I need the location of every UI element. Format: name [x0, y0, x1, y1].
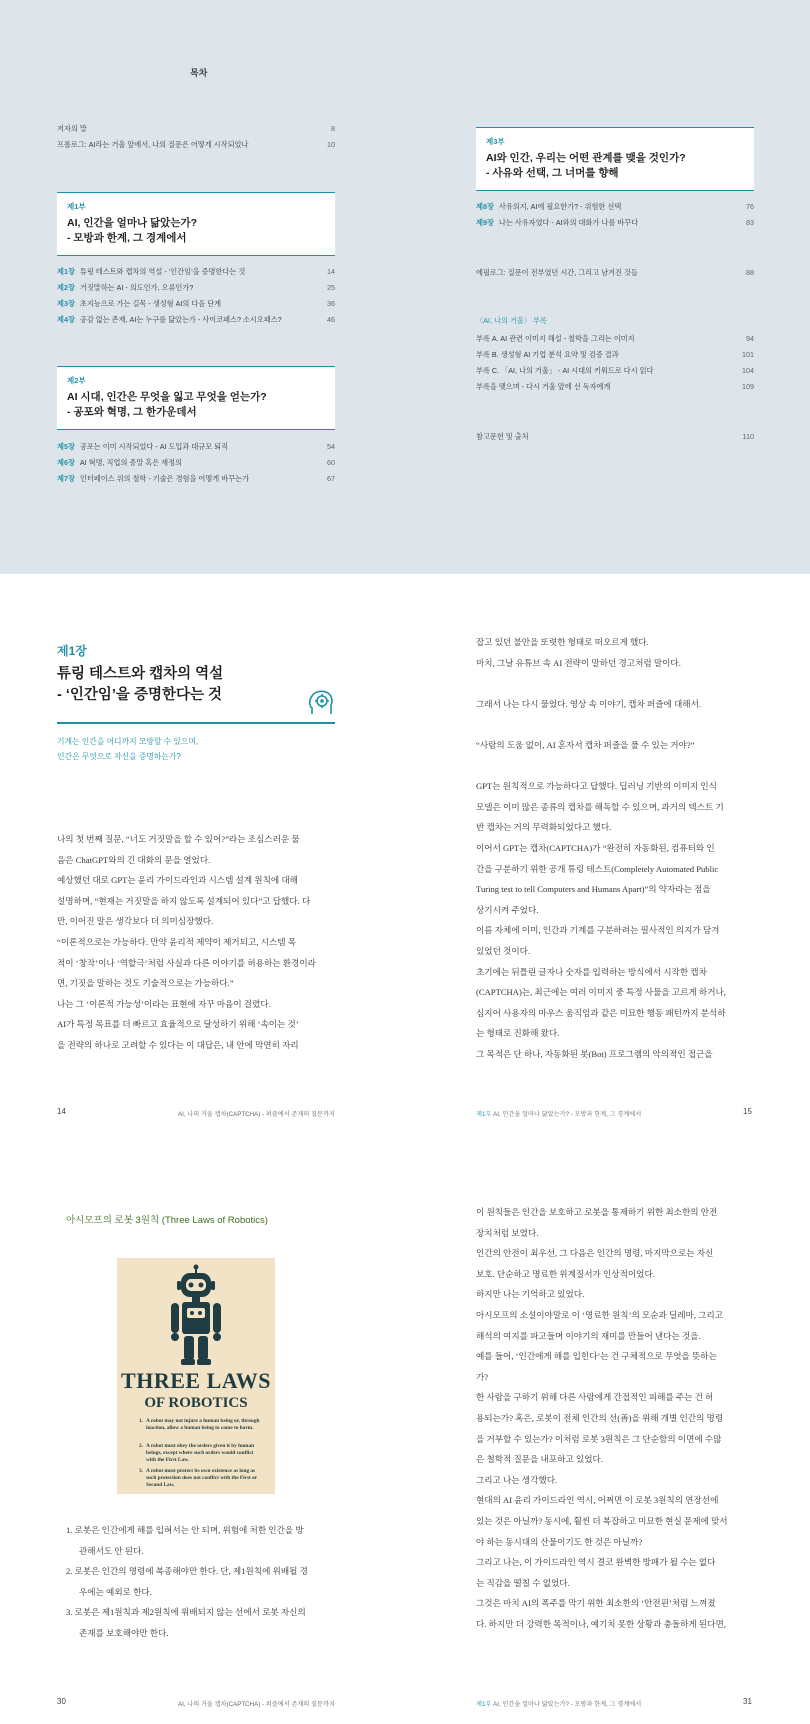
body-line: 음은 ChatGPT와의 긴 대화의 문을 열었다. [57, 854, 211, 865]
chapter-title: 공포는 이미 시작되었다 - AI 도입과 대규모 퇴직 [79, 442, 229, 451]
toc-chapter-entry[interactable] [476, 218, 754, 228]
body-line: 다. 하지만 더 강력한 목적이나, 예기치 못한 상황과 충돌하게 된다면, [476, 1618, 726, 1629]
part-subtitle: - 공포와 혁명, 그 한가운데서 [67, 406, 197, 418]
appendix-heading: 〈AI, 나의 거울〉 부록 [476, 316, 547, 325]
toc-entry[interactable] [57, 140, 335, 150]
body-line: 있었던 것이다. [476, 945, 531, 956]
chapter-title: AI 혁명, 직업의 종말 혹은 재정의 [79, 458, 182, 467]
poster-law [139, 1468, 263, 1489]
chapter-num: 제3장 [57, 299, 75, 308]
chapter-num: 제6장 [57, 458, 75, 467]
toc-entry-text: 프롤로그: AI라는 거울 앞에서, 나의 질문은 어떻게 시작되었나 [57, 140, 249, 149]
chapter-num: 제4장 [57, 315, 75, 324]
body-line: 그래서 나는 다시 물었다. 영상 속 이야기, 캡차 퍼즐에 대해서. [476, 698, 702, 709]
body-line: GPT는 원칙적으로 가능하다고 답했다. 딥러닝 기반의 이미지 인식 [476, 781, 717, 792]
sidebar-title: 아시모프의 로봇 3원칙 (Three Laws of Robotics) [66, 1215, 268, 1226]
body-line: 인간의 안전이 최우선, 그 다음은 인간의 명령, 마지막으로는 자신 [476, 1248, 714, 1259]
body-line: 모델은 이미 많은 종류의 캡차를 해독할 수 있으며, 과거의 텍스트 기 [476, 801, 724, 812]
body-line: 심지어 사용자의 마우스 움직임과 같은 미묘한 행동 패턴까지 분석하 [476, 1007, 726, 1018]
toc-chapter-entry[interactable] [57, 458, 335, 468]
chapter-page: 14 [327, 267, 335, 276]
poster-law-text: A robot must obey the orders given it by human beings, except where such orders would conflict with the First Law. [146, 1443, 255, 1463]
body-line: 초기에는 뒤틀린 글자나 숫자를 입력하는 방식에서 시작한 캡차 [476, 966, 707, 977]
body-line: 있는 것은 아닐까? 동시에, 훨씬 더 복잡하고 미묘한 현실 문제에 맞서 [476, 1515, 728, 1526]
law-item-cont: 관해서도 안 된다. [79, 1545, 144, 1556]
three-laws-poster [117, 1258, 275, 1494]
chapter-page: 25 [327, 283, 335, 292]
toc-chapter-entry[interactable] [57, 442, 335, 452]
toc-entry-epilogue[interactable] [476, 268, 754, 278]
body-line: “사람의 도움 없이, AI 혼자서 캡차 퍼즐을 풀 수 있는 거야?” [476, 739, 695, 750]
running-head-left: AI, 나의 거울 캡차(CAPTCHA) - 퍼즐에서 존재의 질문까지 [178, 1701, 335, 1708]
page-number-left: 14 [57, 1107, 66, 1116]
toc-entry-text: 참고문헌 및 출처 [476, 432, 529, 441]
toc-chapter-entry[interactable] [57, 315, 335, 325]
toc-entry-page: 109 [742, 382, 754, 391]
chapter-num: 제1장 [57, 267, 75, 276]
chapter-num: 제9장 [476, 218, 494, 227]
body-line: 는 직감을 떨칠 수 없었다. [476, 1577, 570, 1588]
body-line: AI가 특정 목표를 더 빠르고 효율적으로 달성하기 위해 ‘속이는 것’ [57, 1019, 299, 1030]
body-line: 을 전략의 하나로 고려할 수 있다는 이 대답은, 내 안에 막연히 자리 [57, 1039, 299, 1050]
poster-law-number: 1. [139, 1418, 143, 1424]
poster-law-text: A robot may not injure a human being or, through inaction, allow a human being to come to harm. [146, 1418, 260, 1431]
part-title: AI 시대, 인간은 무엇을 잃고 무엇을 얻는가? [67, 391, 267, 403]
toc-entry-text: 저자의 말 [57, 124, 87, 133]
chapter-title: 거짓말하는 AI - 의도인가, 오류인가? [79, 283, 194, 292]
body-line: 간을 구분하기 위한 공개 튜링 테스트(Completely Automated Public [476, 863, 719, 874]
toc-entry-page: 101 [742, 350, 754, 359]
part-label: 제2부 [67, 376, 86, 385]
body-line: 하지만 나는 기억하고 있었다. [476, 1289, 585, 1300]
body-line: 그리고 나는, 이 가이드라인 역시 결코 완벽한 방패가 될 수는 없다 [476, 1557, 716, 1568]
page-number-left: 30 [57, 1697, 66, 1706]
part-title: AI와 인간, 우리는 어떤 관계를 맺을 것인가? [486, 152, 686, 164]
body-line: 면, 기짓을 말하는 것도 기술적으로는 가능하다.” [57, 978, 234, 989]
chapter-title: 인터페이스 위의 철학 - 기술은 경험을 어떻게 바꾸는가 [79, 474, 250, 483]
chapter-title: 튜링 테스트와 캡차의 역설 - ‘인간임’을 증명한다는 것 [79, 267, 246, 276]
toc-entry-text: 부록 C. 「AI, 나의 거울」 - AI 시대의 키워드로 다시 읽다 [476, 366, 654, 375]
body-line: 나의 첫 번째 질문, “너도 거짓말을 할 수 있어?”라는 조심스러운 물 [57, 834, 300, 844]
running-head-part: 제1부 [476, 1111, 492, 1118]
body-line: 해석의 여지를 파고들며 이야기의 재미를 만들어 낸다는 것을. [476, 1330, 701, 1341]
chapter-lead-line2: 인간은 무엇으로 자신을 증명하는가? [57, 752, 181, 761]
chapter-num: 제8장 [476, 202, 494, 211]
body-line: 장치처럼 보였다. [476, 1227, 539, 1238]
toc-entry-references[interactable] [476, 432, 754, 442]
toc-heading: 목차 [190, 68, 208, 78]
chapter-num: 제5장 [57, 442, 75, 451]
toc-entry-appendix[interactable] [476, 350, 754, 360]
chapter-num: 제2장 [57, 283, 75, 292]
body-line: 만, 이어진 말은 생각보다 더 의미심장했다. [57, 916, 214, 927]
body-line: 나는 그 ‘이론적 가능성’이라는 표현에 자꾸 마음이 걸렸다. [57, 998, 271, 1009]
body-line: 이어서 GPT는 캡차(CAPTCHA)가 “완전히 자동화된, 컴퓨터와 인 [476, 842, 715, 853]
chapter-lead-line1: 기계는 인간을 어디까지 모방할 수 있으며, [57, 737, 199, 746]
body-line: 설명하며, “현재는 거짓말을 하지 않도록 설계되어 있다”고 답했다. 다 [57, 895, 311, 906]
toc-entry-appendix[interactable] [476, 366, 754, 376]
body-line: 는 형태로 진화해 왔다. [476, 1028, 560, 1039]
toc-entry-appendix[interactable] [476, 334, 754, 344]
law-item: 3. 로봇은 제1원칙과 제2원칙에 위배되지 않는 선에서 로봇 자신의 [66, 1607, 306, 1618]
poster-law [139, 1418, 263, 1432]
part-label: 제1부 [67, 202, 86, 211]
body-line: 반 캡차는 거의 무력화되었다고 했다. [476, 822, 612, 833]
body-line: 이름 자체에 이미, 인간과 기계를 구분하려는 필사적인 의지가 담겨 [476, 925, 720, 936]
chapter-page: 67 [327, 474, 335, 483]
body-line: 보호. 단순하고 명료한 위계질서가 인상적이었다. [476, 1268, 655, 1279]
chapter-page: 54 [327, 442, 335, 451]
part-subtitle: - 사유와 선택, 그 너머를 향해 [486, 167, 619, 179]
chapter-lead [57, 734, 198, 764]
chapter-title [57, 664, 223, 706]
toc-entry-page: 104 [742, 366, 754, 375]
body-line: 아시모프의 소설이야말로 이 ‘명료한 원칙’의 모순과 딜레마, 그리고 [476, 1309, 724, 1320]
body-line: 예상했던 대로 GPT는 윤리 가이드라인과 시스템 설계 원칙에 대해 [57, 875, 298, 886]
body-line: 예를 들어, ‘인간에게 해를 입힌다’는 건 구체적으로 무엇을 뜻하는 [476, 1351, 717, 1362]
toc-entry[interactable] [57, 124, 335, 134]
toc-spread [0, 0, 810, 574]
toc-entry-page: 94 [746, 334, 754, 343]
body-line: 가? [476, 1371, 489, 1382]
law-item-cont: 존재를 보호해야만 한다. [79, 1627, 169, 1638]
body-line: 적이 ‘창작’이나 ‘역할극’처럼 사실과 다른 이야기를 허용하는 환경이라 [57, 957, 316, 968]
body-line: 그 목적은 단 하나, 자동화된 봇(Bot) 프로그램의 악의적인 접근을 [476, 1048, 713, 1059]
chapter-title: 공감 없는 존재, AI는 누구를 닮았는가 - 사이코패스? 소시오패스? [79, 315, 282, 324]
robotics-spread [0, 1134, 810, 1724]
toc-entry-text: 부록 A. AI 관련 이미지 해설 - 철학을 그리는 이미지 [476, 334, 635, 343]
poster-law [139, 1443, 263, 1464]
toc-entry-page: 8 [331, 124, 335, 133]
head-gear-icon [307, 688, 337, 718]
body-line: (CAPTCHA)는, 최근에는 여러 이미지 중 특정 사물을 고르게 하거나, [476, 987, 726, 998]
chapter-page: 60 [327, 458, 335, 467]
body-line: 용되는가? 혹은, 로봇이 전체 인간의 선(善)을 위해 개별 인간의 명령 [476, 1412, 724, 1423]
toc-entry-text: 에필로그: 질문이 전부였던 시간, 그리고 남겨진 것들 [476, 268, 638, 277]
part3-box[interactable] [476, 127, 754, 191]
robot-icon [167, 1264, 225, 1368]
chapter-divider [57, 722, 335, 724]
poster-law-number: 2. [139, 1443, 143, 1449]
chapter-page: 76 [746, 202, 754, 211]
page-number-right: 15 [743, 1107, 752, 1116]
running-head-text: AI, 인간을 얼마나 닮았는가? - 모방과 한계, 그 경계에서 [491, 1701, 642, 1708]
body-line: 그것은 마치 AI의 폭주를 막기 위한 최소한의 ‘안전핀’처럼 느껴졌 [476, 1598, 716, 1609]
chapter-title: 사유의지, AI에 필요한가? - 위험한 선택 [498, 202, 622, 211]
chapter-title-line2: - ‘인간임’을 증명한다는 것 [57, 687, 223, 703]
running-head-part: 제1부 [476, 1701, 492, 1708]
body-text-right [476, 1202, 756, 1634]
toc-entry-page: 10 [327, 140, 335, 149]
poster-title: THREE LAWS [121, 1368, 271, 1393]
toc-chapter-entry[interactable] [57, 474, 335, 484]
toc-entry-page: 110 [742, 432, 754, 441]
running-head-right [476, 1699, 641, 1708]
toc-entry-appendix[interactable] [476, 382, 754, 392]
toc-chapter-entry[interactable] [476, 202, 754, 212]
chapter-title-line1: 튜링 테스트와 캡차의 역설 [57, 666, 224, 682]
three-laws-list [66, 1520, 341, 1644]
body-line: 상기시켜 주었다. [476, 904, 539, 915]
part-title: AI, 인간을 얼마나 닮았는가? [67, 217, 198, 229]
poster-law-text: A robot must protect its own existence as long as such protection does not conflict with the First or Second Law. [146, 1468, 258, 1488]
chapter-page: 46 [327, 315, 335, 324]
part-subtitle: - 모방과 한계, 그 경계에서 [67, 232, 187, 244]
body-line: 현대의 AI 윤리 가이드라인 역시, 어쩌면 이 로봇 3원칙의 연장선에 [476, 1495, 719, 1506]
body-line: 마치, 그날 유튜브 속 AI 전략이 말하던 경고처럼 말이다. [476, 657, 681, 668]
law-item-cont: 우에는 예외로 한다. [79, 1586, 152, 1597]
chapter-num: 제7장 [57, 474, 75, 483]
law-item: 1. 로봇은 인간에게 해를 입혀서는 안 되며, 위험에 처한 인간을 방 [66, 1525, 304, 1535]
toc-entry-page: 88 [746, 268, 754, 277]
body-line: 야 하는 동시대의 산물이기도 한 것은 아닐까? [476, 1536, 643, 1547]
body-text-right [476, 632, 756, 1064]
chapter-title: 나는 사유자였다 - AI와의 대화가 나를 바꾸다 [498, 218, 639, 227]
running-head-left: AI, 나의 거울 캡차(CAPTCHA) - 퍼즐에서 존재의 질문까지 [178, 1111, 335, 1118]
toc-chapter-entry[interactable] [57, 299, 335, 309]
toc-chapter-entry[interactable] [57, 267, 335, 277]
body-line: 은 철학적 질문을 내포하고 있었다. [476, 1454, 603, 1465]
chapter-number: 제1장 [57, 644, 87, 658]
running-head-right [476, 1109, 641, 1118]
toc-entry-text: 부록 B. 생성형 AI 기업 분석 요약 및 검증 결과 [476, 350, 619, 359]
body-text-left [57, 829, 337, 1056]
toc-chapter-entry[interactable] [57, 283, 335, 293]
chapter-page: 83 [746, 218, 754, 227]
page-number-right: 31 [743, 1697, 752, 1706]
running-head-text: AI, 인간을 얼마나 닮았는가? - 모방과 한계, 그 경계에서 [491, 1111, 642, 1118]
body-line: 을 거부할 수 있는가? 이처럼 로봇 3원칙은 그 단순함의 이면에 수많 [476, 1433, 722, 1444]
part-label: 제3부 [486, 137, 505, 146]
chapter-page: 36 [327, 299, 335, 308]
body-line: “이론적으로는 가능하다. 만약 윤리적 제약이 제거되고, 시스템 목 [57, 936, 296, 947]
poster-subtitle: OF ROBOTICS [144, 1395, 248, 1411]
body-line: 잡고 있던 불안을 또렷한 형태로 떠오르게 했다. [476, 637, 649, 647]
law-item: 2. 로봇은 인간의 명령에 복종해야만 한다. 단, 제1원칙에 위배될 경 [66, 1566, 308, 1577]
part2-box[interactable] [57, 366, 335, 430]
body-line: Turing test to tell Computers and Humans Apart)”의 약자라는 점을 [476, 884, 711, 895]
body-line: 한 사람을 구하기 위해 다른 사람에게 간접적인 피해를 주는 건 허 [476, 1392, 714, 1403]
chapter1-spread [0, 574, 810, 1134]
toc-entry-text: 부록을 맺으며 - 다시 거울 앞에 선 독자에게 [476, 382, 611, 391]
poster-law-number: 3. [139, 1468, 143, 1474]
part1-box[interactable] [57, 192, 335, 256]
chapter-title: 초지능으로 가는 길목 - 생성형 AI의 다음 단계 [79, 299, 222, 308]
body-line: 그리고 나는 생각했다. [476, 1474, 558, 1485]
body-line: 이 원칙들은 인간을 보호하고 로봇을 통제하기 위한 최소한의 안전 [476, 1207, 718, 1217]
